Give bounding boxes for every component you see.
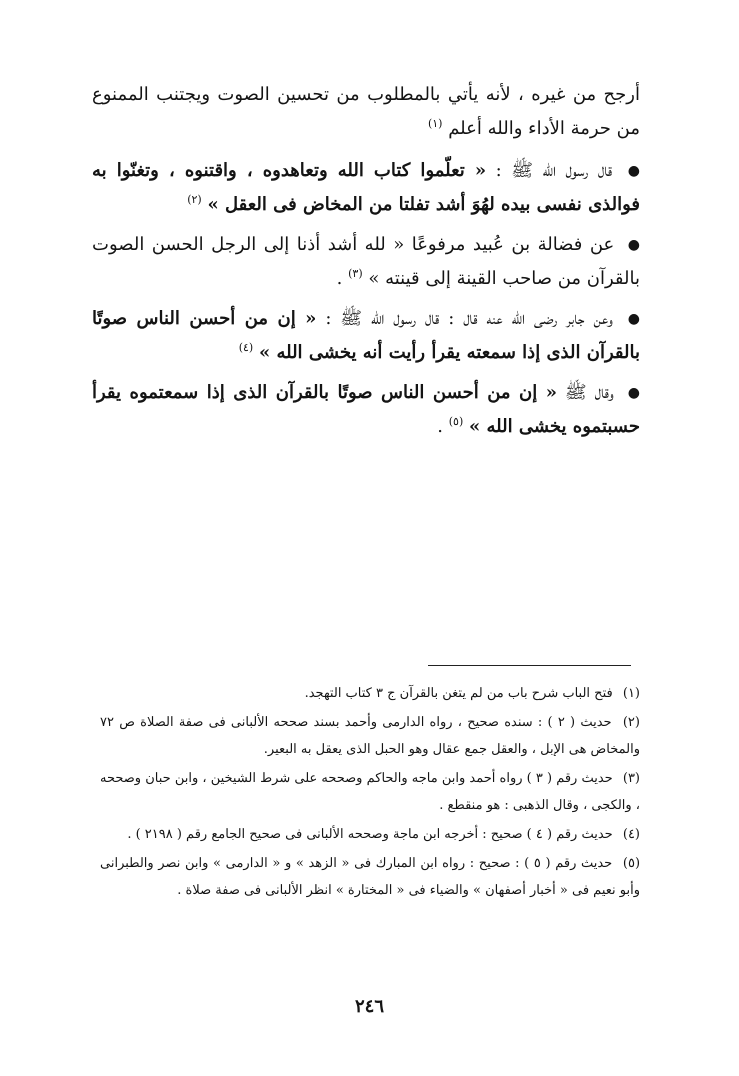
- footnote-text: فتح الباب شرح باب من لم يتغن بالقرآن ج ٣ كتاب التهجد.: [304, 686, 613, 701]
- footnote-separator: [428, 665, 631, 666]
- footnote-ref: (٤): [238, 341, 254, 354]
- sentence-end: .: [437, 416, 443, 437]
- footnote: [100, 821, 640, 848]
- bullet-icon: ●: [627, 385, 640, 401]
- footnote-number: (٢): [622, 715, 640, 730]
- footnote-ref: (٢): [187, 193, 202, 206]
- footnote-text: حديث رقم ( ٤ ) صحيح : أخرجه ابن ماجة وصححه الألبانى فى صحيح الجامع رقم ( ٢١٩٨ ) .: [127, 827, 613, 842]
- bullet-icon: ●: [627, 163, 640, 179]
- paragraph-text: أرجح من غيره ، لأنه يأتي بالمطلوب من تحسين الصوت ويجتنب الممنوع من حرمة الأداء والله أعلم: [92, 84, 640, 139]
- hadith-paragraph: [92, 228, 640, 296]
- paragraph-continuation: [92, 78, 640, 146]
- hadith-quote: « تعلّموا كتاب الله وتعاهدوه ، واقتنوه ، وتغنّوا به فوالذى نفسى بيده لهُوَ أشد تفلتا من المخاض فى العقل »: [92, 160, 640, 215]
- hadith-quote: « إن من أحسن الناس صوتًا بالقرآن الذى إذا سمعته يقرأ رأيت أنه يخشى الله »: [92, 308, 640, 363]
- footnotes: [100, 680, 640, 906]
- hadith-quote: « إن من أحسن الناس صوتًا بالقرآن الذى إذا سمعتموه يقرأ حسبتموه يخشى الله »: [92, 382, 640, 437]
- hadith-text: عن فضالة بن عُبيد مرفوعًا « لله أشد أذنا إلى الرجل الحسن الصوت بالقرآن من صاحب القينة إلى قينته »: [92, 234, 640, 289]
- hadith-intro: وعن جابر رضى الله عنه قال : قال رسول الله ﷺ :: [316, 308, 613, 329]
- footnote-text: حديث رقم ( ٥ ) : صحيح : رواه ابن المبارك فى « الزهد » و « الدارمى » وابن نصر والطبرانى وأبو نعيم فى « أخبار أصفهان » والضياء فى « المختارة » انظر الألبانى فى صفة صلاة .: [100, 856, 640, 898]
- footnote-text: حديث رقم ( ٣ ) رواه أحمد وابن ماجه والحاكم وصححه على شرط الشيخين ، وابن حبان وصححه ، والكجى ، وقال الذهبى : هو منقطع .: [100, 771, 640, 813]
- main-text: [92, 78, 640, 450]
- bullet-icon: ●: [627, 237, 640, 253]
- page-number: ٢٤٦: [354, 996, 384, 1017]
- footnote-ref: (٣): [348, 267, 363, 280]
- sentence-end: .: [336, 268, 343, 289]
- hadith-intro: قال رسول الله ﷺ :: [486, 160, 613, 181]
- footnote-number: (٣): [622, 771, 640, 786]
- footnote: [100, 765, 640, 819]
- footnote-text: حديث ( ٢ ) : سنده صحيح ، رواه الدارمى وأحمد بسند صححه الألبانى فى صفة الصلاة ص ٧٢ والمخاض هى الإبل ، والعقل جمع عقال وهو الحبل الذى يعقل به البعير.: [100, 715, 640, 757]
- footnote-number: (٥): [622, 856, 641, 871]
- hadith-paragraph: [92, 302, 640, 370]
- footnote-number: (٤): [622, 827, 640, 842]
- footnote-ref: (١): [427, 117, 443, 130]
- footnote: [100, 850, 640, 904]
- footnote: [100, 680, 640, 707]
- footnote-ref: (٥): [448, 415, 464, 428]
- hadith-paragraph: [92, 376, 640, 444]
- footnote: [100, 709, 640, 763]
- hadith-paragraph: [92, 154, 640, 222]
- bullet-icon: ●: [627, 311, 640, 327]
- footnote-number: (١): [622, 686, 640, 701]
- hadith-intro: وقال ﷺ: [557, 382, 614, 403]
